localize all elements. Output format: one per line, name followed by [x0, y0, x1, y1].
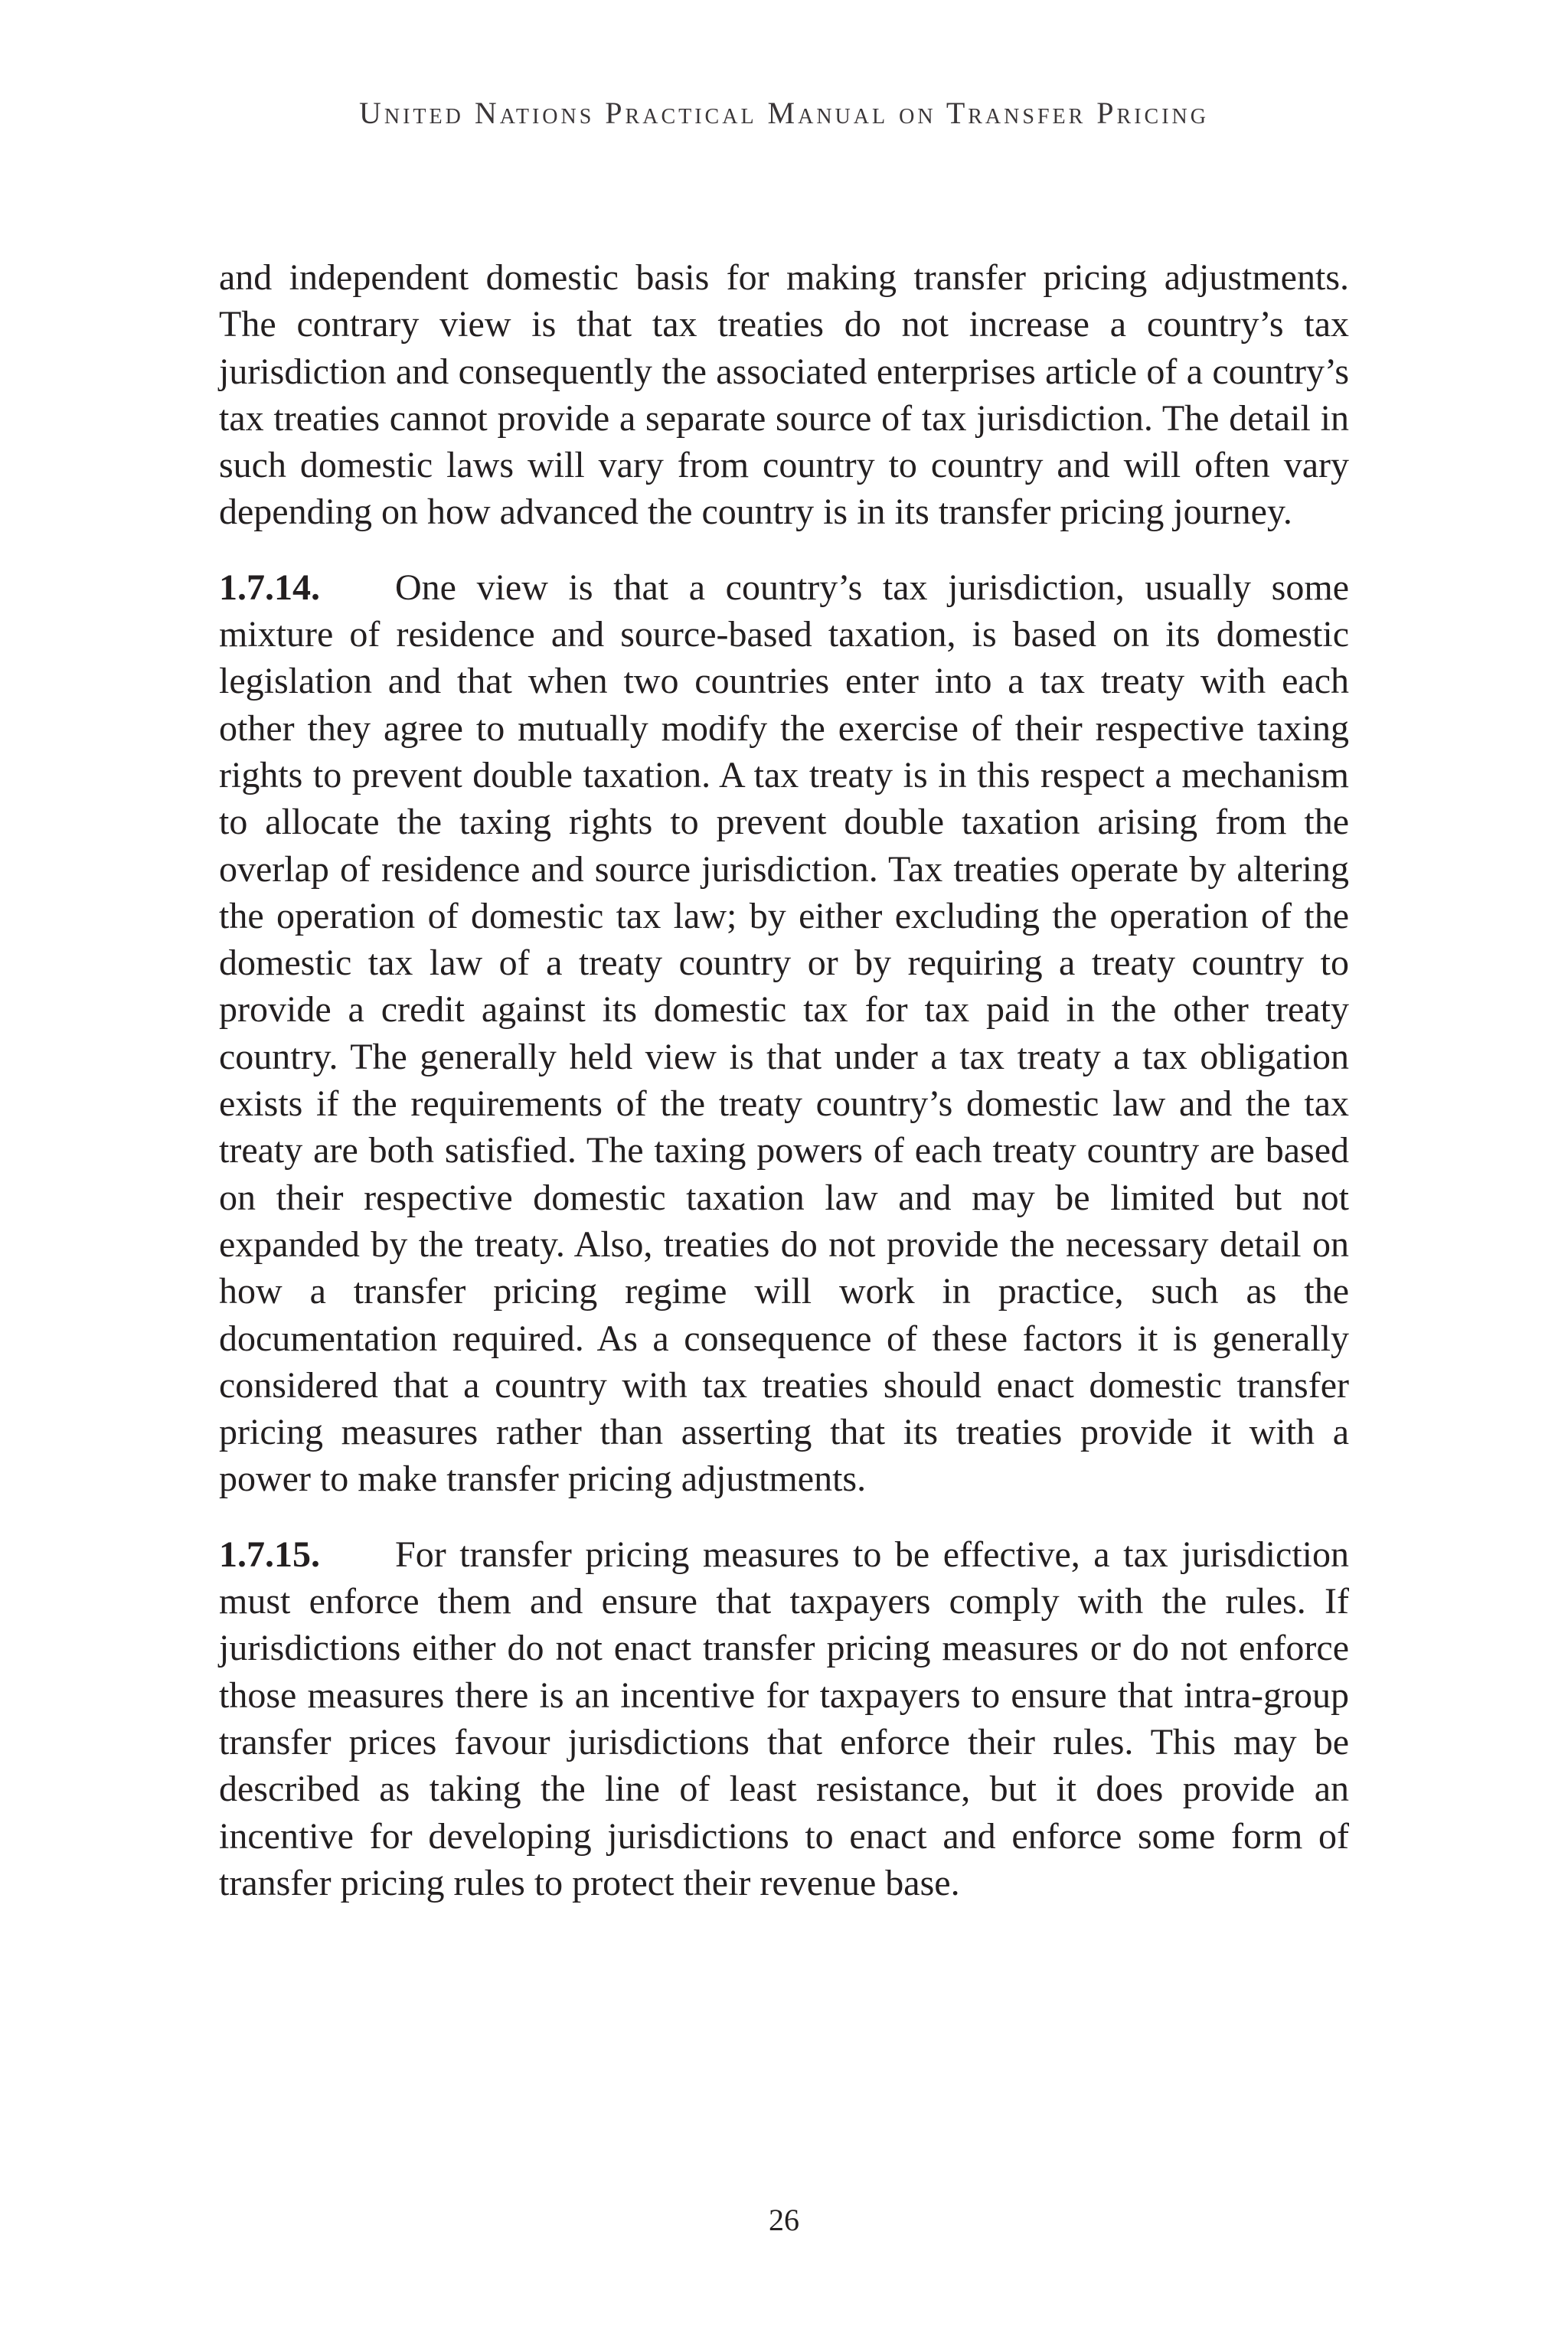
paragraph-number: 1.7.14. [219, 567, 320, 608]
paragraph-text: and independent domestic basis for making transfer pricing adjustments. The contrary view is that tax treaties do not increase a country’s tax jurisdiction and consequently the associated enterprises article of a country’s tax treaties cannot provide a separate source of tax jurisdiction. The detail in such domestic laws will vary from country to country and will often vary depending on how advanced the country is in its transfer pricing journey. [219, 257, 1349, 533]
paragraph-1-7-15 [219, 1531, 1349, 1906]
body-text [219, 254, 1349, 1935]
paragraph-text: One view is that a country’s tax jurisdiction, usually some mixture of residence and source-based taxation, is based on its domestic legislation and that when two countries enter into a tax treaty with each other they agree to mutually modify the exercise of their respective taxing rights to prevent double taxation. A tax treaty is in this respect a mechanism to allocate the taxing rights to prevent double taxation arising from the overlap of residence and source jurisdiction. Tax treaties operate by altering the operation of domestic tax law; by either excluding the operation of the domestic tax law of a treaty country or by requiring a treaty country to provide a credit against its domestic tax for tax paid in the other treaty country. The generally held view is that under a tax treaty a tax obligation exists if the requirements of the treaty country’s domestic law and the tax treaty are both satisfied. The taxing powers of each treaty country are based on their respective domestic taxation law and may be limited but not expanded by the treaty. Also, treaties do not provide the necessary detail on how a transfer pricing regime will work in practice, such as the documentation required. As a consequence of these factors it is generally considered that a country with tax treaties should enact domestic transfer pricing measures rather than asserting that its treaties provide it with a power to make transfer pricing adjustments. [219, 567, 1349, 1500]
paragraph-continuation [219, 254, 1349, 536]
paragraph-number: 1.7.15. [219, 1534, 320, 1575]
running-header: United Nations Practical Manual on Transfer Pricing [359, 96, 1209, 130]
page-number: 26 [769, 2203, 799, 2237]
paragraph-1-7-14 [219, 564, 1349, 1503]
paragraph-text: For transfer pricing measures to be effective, a tax jurisdiction must enforce them and ensure that taxpayers comply with the rules. If jurisdictions either do not enact transfer pricing measures or do not enforce those measures there is an incentive for taxpayers to ensure that intra-group transfer prices favour jurisdictions that enforce their rules. This may be described as taking the line of least resistance, but it does provide an incentive for developing jurisdictions to enact and enforce some form of transfer pricing rules to protect their revenue base. [219, 1534, 1349, 1903]
